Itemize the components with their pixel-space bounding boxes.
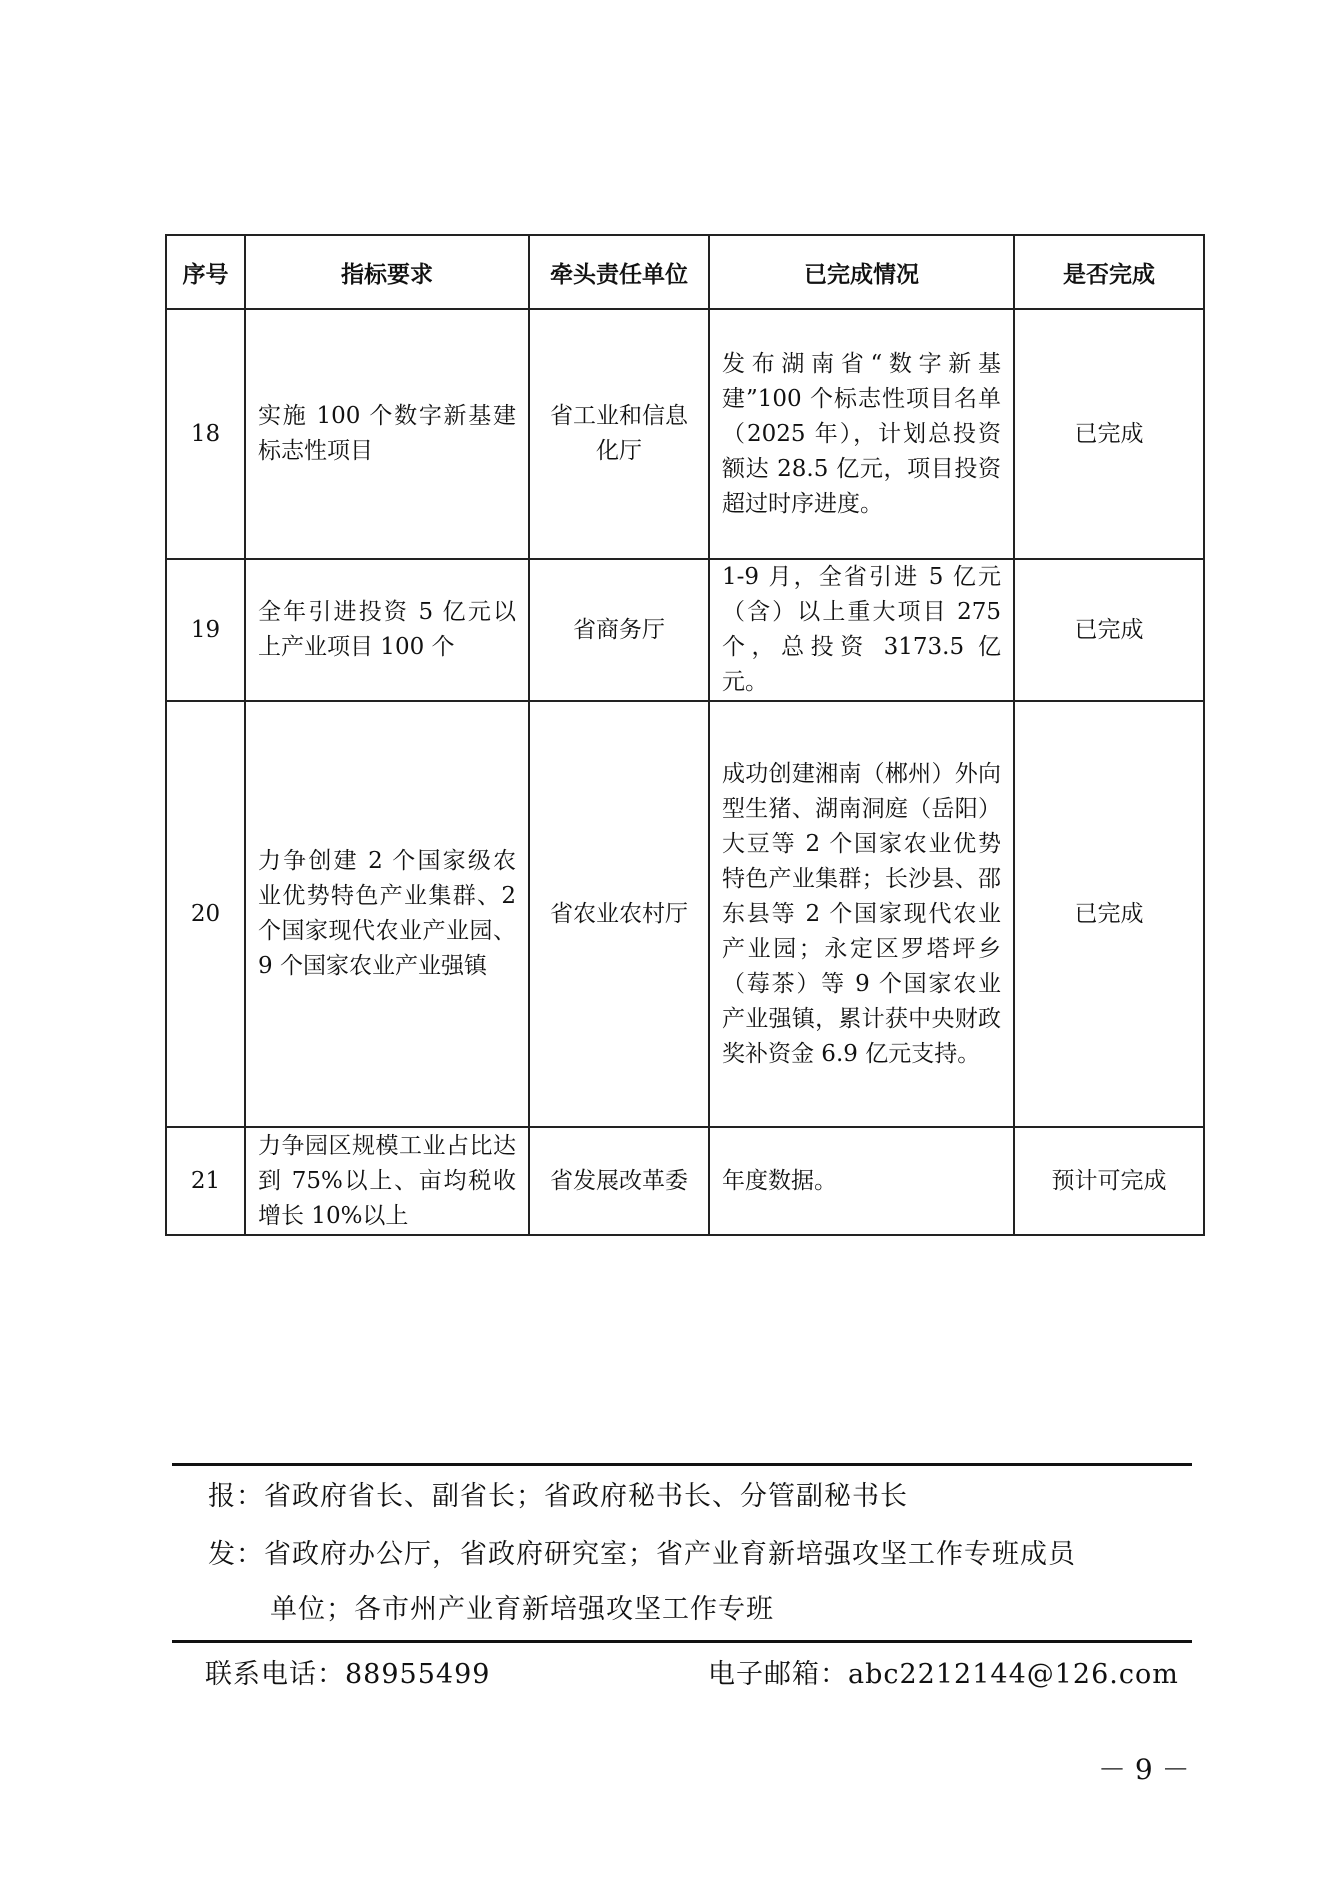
- report-text: 省政府省长、副省长；省政府秘书长、分管副秘书长: [264, 1481, 908, 1512]
- row-num: 21: [166, 1127, 245, 1235]
- row-requirement: 力争园区规模工业占比达到 75%以上、亩均税收增长 10%以上: [245, 1127, 529, 1235]
- header-status: 已完成情况: [709, 235, 1014, 309]
- phone-number: 88955499: [345, 1659, 491, 1690]
- row-done: 已完成: [1014, 309, 1204, 559]
- row-requirement: 全年引进投资 5 亿元以上产业项目 100 个: [245, 559, 529, 701]
- table-row: [166, 309, 1204, 559]
- email-address: abc2212144@126.com: [848, 1659, 1179, 1690]
- header-unit: 牵头责任单位: [529, 235, 709, 309]
- row-status: 年度数据。: [709, 1127, 1014, 1235]
- row-unit: 省发展改革委: [529, 1127, 709, 1235]
- row-done: 已完成: [1014, 559, 1204, 701]
- row-requirement: 力争创建 2 个国家级农业优势特色产业集群、2 个国家现代农业产业园、9 个国家农业产业强镇: [245, 701, 529, 1127]
- table-row: [166, 1127, 1204, 1235]
- phone-label: 联系电话：: [205, 1659, 345, 1690]
- table-row: [166, 559, 1204, 701]
- header-done: 是否完成: [1014, 235, 1204, 309]
- send-label: 发：: [208, 1539, 264, 1570]
- page-number: － 9 －: [1098, 1753, 1190, 1786]
- row-status: 成功创建湘南（郴州）外向型生猪、湖南洞庭（岳阳）大豆等 2 个国家农业优势特色产业集群；长沙县、邵东县等 2 个国家现代农业产业园；永定区罗塔坪乡（莓茶）等 9 个国家农业产业强镇，累计获中央财政奖补资金 6.9 亿元支持。: [709, 701, 1014, 1127]
- row-num: 20: [166, 701, 245, 1127]
- send-text-line2: 单位；各市州产业育新培强攻坚工作专班: [270, 1594, 774, 1625]
- report-label: 报：: [208, 1481, 264, 1512]
- progress-table: [165, 234, 1205, 1236]
- table-row: [166, 701, 1204, 1127]
- row-status: 1-9 月，全省引进 5 亿元（含）以上重大项目 275 个，总投资 3173.5 亿元。: [709, 559, 1014, 701]
- row-status: 发布湖南省“数字新基建”100 个标志性项目名单（2025 年），计划总投资额达 28.5 亿元，项目投资超过时序进度。: [709, 309, 1014, 559]
- row-done: 预计可完成: [1014, 1127, 1204, 1235]
- row-requirement: 实施 100 个数字新基建标志性项目: [245, 309, 529, 559]
- footer-top-rule: [172, 1463, 1192, 1466]
- row-num: 19: [166, 559, 245, 701]
- footer-phone: [205, 1655, 490, 1695]
- send-text-line1: 省政府办公厅，省政府研究室；省产业育新培强攻坚工作专班成员: [264, 1539, 1076, 1570]
- row-unit: 省工业和信息化厅: [529, 309, 709, 559]
- footer-bottom-rule: [172, 1640, 1192, 1643]
- table-header-row: [166, 235, 1204, 309]
- header-num: 序号: [166, 235, 245, 309]
- footer-send: [208, 1535, 1076, 1575]
- footer-report: [208, 1477, 908, 1517]
- row-unit: 省农业农村厅: [529, 701, 709, 1127]
- row-unit: 省商务厅: [529, 559, 709, 701]
- row-num: 18: [166, 309, 245, 559]
- row-done: 已完成: [1014, 701, 1204, 1127]
- footer-email: [708, 1655, 1179, 1695]
- email-label: 电子邮箱：: [708, 1659, 848, 1690]
- header-requirement: 指标要求: [245, 235, 529, 309]
